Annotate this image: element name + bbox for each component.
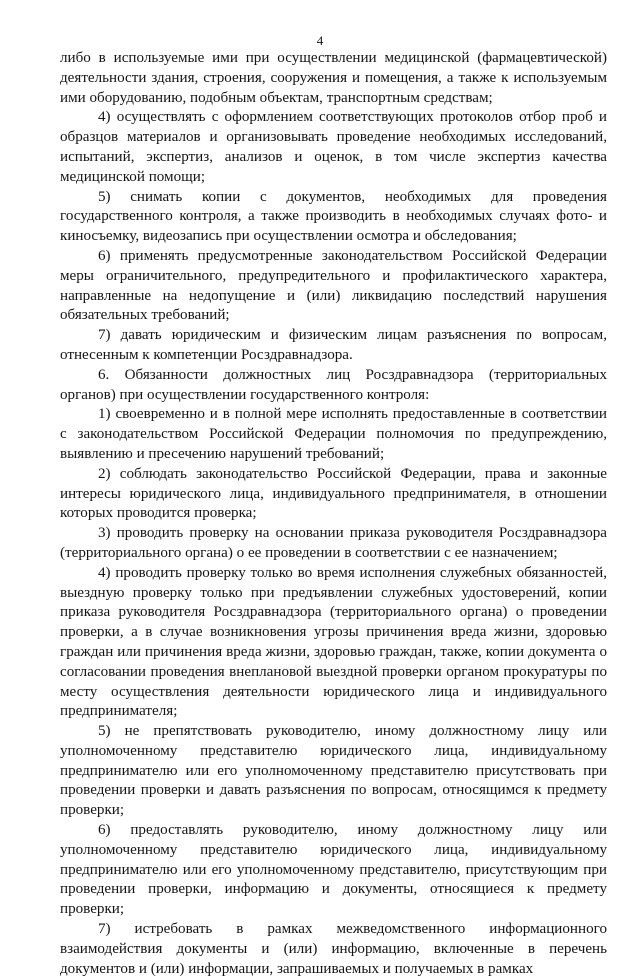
paragraph: 2) соблюдать законодательство Российской Федерации, права и законные интересы юридического лица, индивидуального предпринимателя, в отношении которых проводится проверка;	[60, 465, 607, 522]
page-number: 4	[316, 33, 324, 48]
page-body	[60, 49, 607, 979]
paragraph: 1) своевременно и в полной мере исполнять предоставленные в соответствии с законодательством Российской Федерации полномочия по предупреждению, выявлению и пресечению нарушений требований;	[60, 406, 607, 462]
paragraph: 7) давать юридическим и физическим лицам разъяснения по вопросам, отнесенным к компетенции Росздравнадзора.	[60, 327, 607, 363]
paragraph: 5) снимать копии с документов, необходимых для проведения государственного контроля, а также производить в необходимых случаях фото- и киносъемку, видеозапись при осуществлении осмотра и обследования;	[60, 188, 607, 245]
paragraph: 6) применять предусмотренные законодательством Российской Федерации меры ограничительного, предупредительного и профилактического характера, направленные на недопущение и (или) ликвидацию последствий нарушения обязательных требований;	[60, 247, 607, 324]
paragraph: 4) осуществлять с оформлением соответствующих протоколов отбор проб и образцов материалов и организовывать проведение необходимых исследований, испытаний, экспертиз, анализов и оценок, в том числе экспертиз качества медицинской помощи;	[60, 109, 607, 185]
paragraph: 7) истребовать в рамках межведомственного информационного взаимодействия документы и (или) информацию, включенные в перечень документов и (или) информации, запрашиваемых и получаемых в рамках	[60, 921, 607, 977]
paragraph: либо в используемые ими при осуществлении медицинской (фармацевтической) деятельности здания, строения, сооружения и помещения, а также к используемым ими оборудованию, подобным объектам, транспортным средствам;	[60, 50, 607, 106]
paragraph: 5) не препятствовать руководителю, иному должностному лицу или уполномоченному представителю юридического лица, индивидуальному предпринимателю или его уполномоченному представителю присутствовать при проведении проверки и давать разъяснения по вопросам, относящимся к предмету проверки;	[60, 723, 607, 819]
paragraph: 3) проводить проверку на основании приказа руководителя Росздравнадзора (территориального органа) о ее проведении в соответствии с ее назначением;	[60, 525, 607, 561]
paragraph: 6) предоставлять руководителю, иному должностному лицу или уполномоченному представителю юридического лица, индивидуальному предпринимателю или его уполномоченному представителю, присутствующим при проведении проверки, информацию и документы, относящиеся к предмету проверки;	[60, 822, 607, 918]
paragraph: 4) проводить проверку только во время исполнения служебных обязанностей, выездную проверку только при предъявлении служебных удостоверений, копии приказа руководителя Росздравнадзора (территориального органа) о проведении проверки, а в случае возникновения угрозы причинения вреда жизни, здоровью граждан или причинения вреда жизни, здоровью граждан, также, копии документа о согласовании проведения внеплановой выездной проверки органом прокуратуры по месту осуществления деятельности юридического лица и индивидуального предпринимателя;	[60, 564, 607, 720]
section-heading: 6. Обязанности должностных лиц Росздравнадзора (территориальных органов) при осуществлении государственного контроля:	[60, 366, 607, 403]
